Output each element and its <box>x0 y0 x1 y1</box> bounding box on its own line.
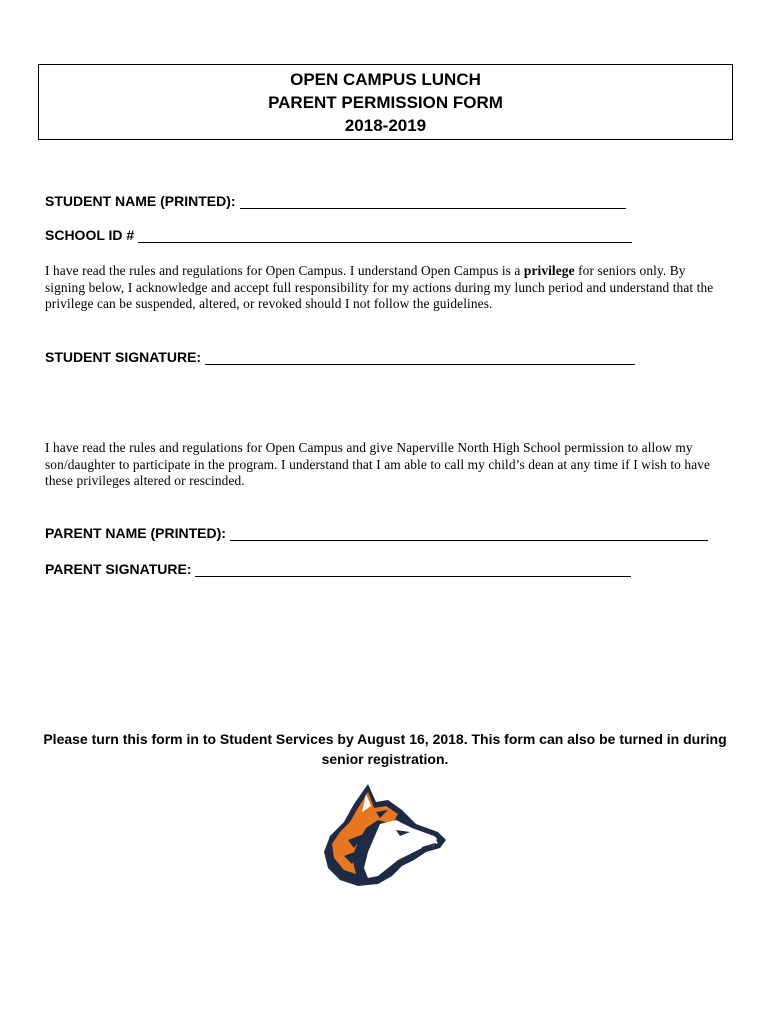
student-name-field <box>45 193 626 209</box>
student-signature-field <box>45 349 635 365</box>
student-signature-label: STUDENT SIGNATURE: <box>45 349 202 365</box>
mascot-nose <box>437 837 444 844</box>
title-line-2: PARENT PERMISSION FORM <box>268 93 503 112</box>
student-ack-text-2: for seniors only. By signing below, I acknowledge and accept full responsibility for my actions during my lunch period and understand that the privilege can be suspended, altered, or revoked should I not follow the guidelines. <box>45 263 714 311</box>
school-id-line[interactable] <box>138 228 632 243</box>
husky-mascot-logo <box>318 780 450 888</box>
school-id-label: SCHOOL ID # <box>45 227 135 243</box>
student-acknowledgement <box>45 263 725 313</box>
student-name-label: STUDENT NAME (PRINTED): <box>45 193 236 209</box>
submission-notice: Please turn this form in to Student Services by August 16, 2018. This form can also be turned in during senior registration. <box>43 731 727 767</box>
student-signature-line[interactable] <box>205 350 635 365</box>
title-year: 2018-2019 <box>344 116 427 135</box>
parent-signature-field <box>45 561 631 577</box>
student-name-line[interactable] <box>240 194 626 209</box>
student-ack-text-1: I have read the rules and regulations for Open Campus. I understand Open Campus is a <box>45 263 524 278</box>
parent-name-field <box>45 525 708 541</box>
privilege-emphasis: privilege <box>523 263 575 278</box>
form-title-box <box>38 64 733 140</box>
parent-name-label: PARENT NAME (PRINTED): <box>45 525 226 541</box>
parent-acknowledgement: I have read the rules and regulations for Open Campus and give Naperville North High School permission to allow my son/daughter to participate in the program. I understand that I am able to call my child’s dean at any time if I wish to have these privileges altered or rescinded. <box>45 440 711 488</box>
school-id-field <box>45 227 632 243</box>
parent-name-line[interactable] <box>230 526 708 541</box>
parent-signature-label: PARENT SIGNATURE: <box>45 561 192 577</box>
parent-signature-line[interactable] <box>195 562 631 577</box>
title-line-1: OPEN CAMPUS LUNCH <box>290 70 481 89</box>
